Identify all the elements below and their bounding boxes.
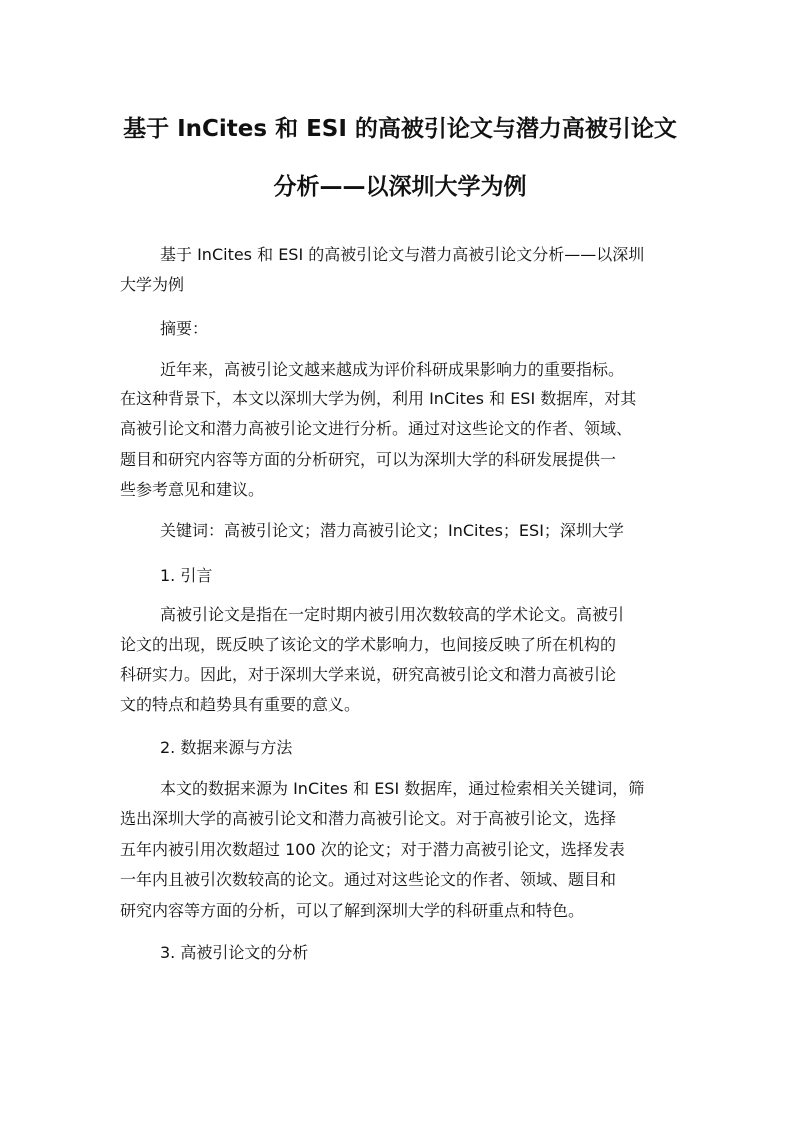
section-1-line-2: 论文的出现，既反映了该论文的学术影响力，也间接反映了所在机构的 [120, 635, 617, 654]
abstract-line-5: 些参考意见和建议。 [120, 480, 265, 499]
abstract-line-3: 高被引论文和潜力高被引论文进行分析。通过对这些论文的作者、领域、 [120, 419, 633, 438]
abstract-line-1: 近年来，高被引论文越来越成为评价科研成果影响力的重要指标。 [160, 360, 625, 379]
abstract-line-4: 题目和研究内容等方面的分析研究，可以为深圳大学的科研发展提供一 [120, 450, 617, 469]
intro-line-1: 基于 InCites 和 ESI 的高被引论文与潜力高被引论文分析——以深圳 [160, 245, 645, 264]
title-line-2: 分析——以深圳大学为例 [273, 174, 527, 200]
intro-line-2: 大学为例 [120, 275, 185, 294]
abstract-label: 摘要： [160, 319, 209, 338]
section-1-heading: 1. 引言 [160, 566, 213, 585]
section-2-heading: 2. 数据来源与方法 [160, 738, 293, 757]
section-2-line-4: 一年内且被引次数较高的论文。通过对这些论文的作者、领域、题目和 [120, 870, 617, 889]
section-1-line-3: 科研实力。因此，对于深圳大学来说，研究高被引论文和潜力高被引论 [120, 665, 617, 684]
abstract-line-2: 在这种背景下，本文以深圳大学为例，利用 InCites 和 ESI 数据库，对其 [120, 389, 637, 408]
section-2-line-1: 本文的数据来源为 InCites 和 ESI 数据库，通过检索相关关键词，筛 [160, 779, 645, 798]
section-3-heading: 3. 高被引论文的分析 [160, 943, 309, 962]
keywords: 关键词：高被引论文；潜力高被引论文；InCites；ESI；深圳大学 [160, 521, 624, 540]
section-2-line-5: 研究内容等方面的分析，可以了解到深圳大学的科研重点和特色。 [120, 901, 585, 920]
section-1-line-1: 高被引论文是指在一定时期内被引用次数较高的学术论文。高被引 [160, 605, 625, 624]
section-2-line-2: 选出深圳大学的高被引论文和潜力高被引论文。对于高被引论文，选择 [120, 809, 617, 828]
section-2-line-3: 五年内被引用次数超过 100 次的论文；对于潜力高被引论文，选择发表 [120, 840, 625, 859]
title-line-1: 基于 InCites 和 ESI 的高被引论文与潜力高被引论文 [123, 116, 677, 142]
section-1-line-4: 文的特点和趋势具有重要的意义。 [120, 695, 361, 714]
